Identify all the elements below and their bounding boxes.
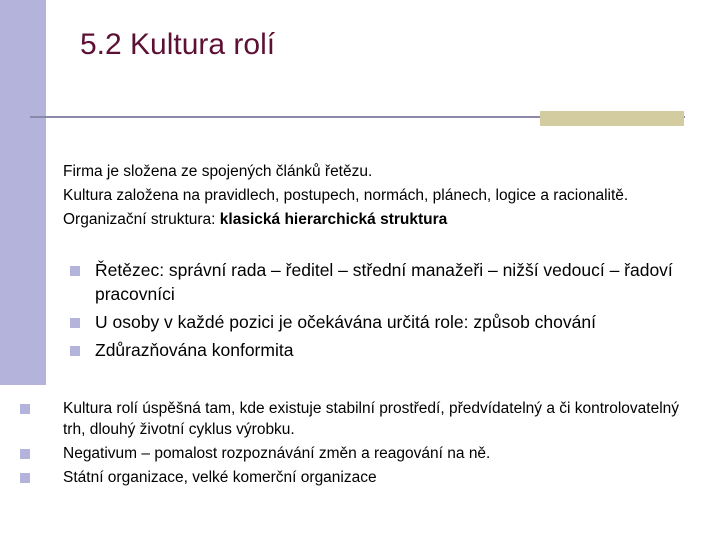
list-item-text: Kultura rolí úspěšná tam, kde existuje stabilní prostředí, předvídatelný a či kontrolovatelný trh, dlouhý životní cyklus výrobku. xyxy=(63,400,680,438)
sub-list-item-text: U osoby v každé pozici je očekávána určitá role: způsob chování xyxy=(95,312,596,332)
sub-list-item-text: Zdůrazňována konformita xyxy=(95,340,294,360)
list-item xyxy=(20,398,680,440)
square-bullet-icon xyxy=(20,167,30,177)
sub-list-item xyxy=(58,310,698,334)
list-item-bold-text: klasická hierarchická struktura xyxy=(219,211,448,228)
bullet-list-bottom xyxy=(20,398,680,491)
list-item xyxy=(20,443,680,464)
list-item-text: Organizační struktura: xyxy=(63,211,220,228)
square-bullet-icon xyxy=(70,318,80,328)
list-item xyxy=(20,185,680,206)
list-item-text: Negativum – pomalost rozpoznávání změn a reagování na ně. xyxy=(63,445,491,462)
square-bullet-icon xyxy=(20,473,30,483)
page-title: 5.2 Kultura rolí xyxy=(80,28,276,61)
divider-accent-block xyxy=(540,111,684,126)
list-item-text: Kultura založena na pravidlech, postupech, normách, plánech, logice a racionalitě. xyxy=(63,187,629,204)
list-item-text: Firma je složena ze spojených článků řetězu. xyxy=(63,163,373,180)
square-bullet-icon xyxy=(70,266,80,276)
square-bullet-icon xyxy=(20,404,30,414)
sub-list-item xyxy=(58,338,698,362)
list-item xyxy=(20,467,680,488)
square-bullet-icon xyxy=(20,191,30,201)
square-bullet-icon xyxy=(70,346,80,356)
sub-list-item-text: Řetězec: správní rada – ředitel – střední manažeři – nižší vedoucí – řadoví pracovníci xyxy=(95,260,673,304)
bullet-list-nested xyxy=(58,258,698,366)
sub-list-item xyxy=(58,258,698,306)
bullet-list-top xyxy=(20,161,680,233)
square-bullet-icon xyxy=(20,215,30,225)
square-bullet-icon xyxy=(20,449,30,459)
list-item xyxy=(20,209,680,230)
list-item xyxy=(20,161,680,182)
list-item-text: Státní organizace, velké komerční organizace xyxy=(63,469,377,486)
